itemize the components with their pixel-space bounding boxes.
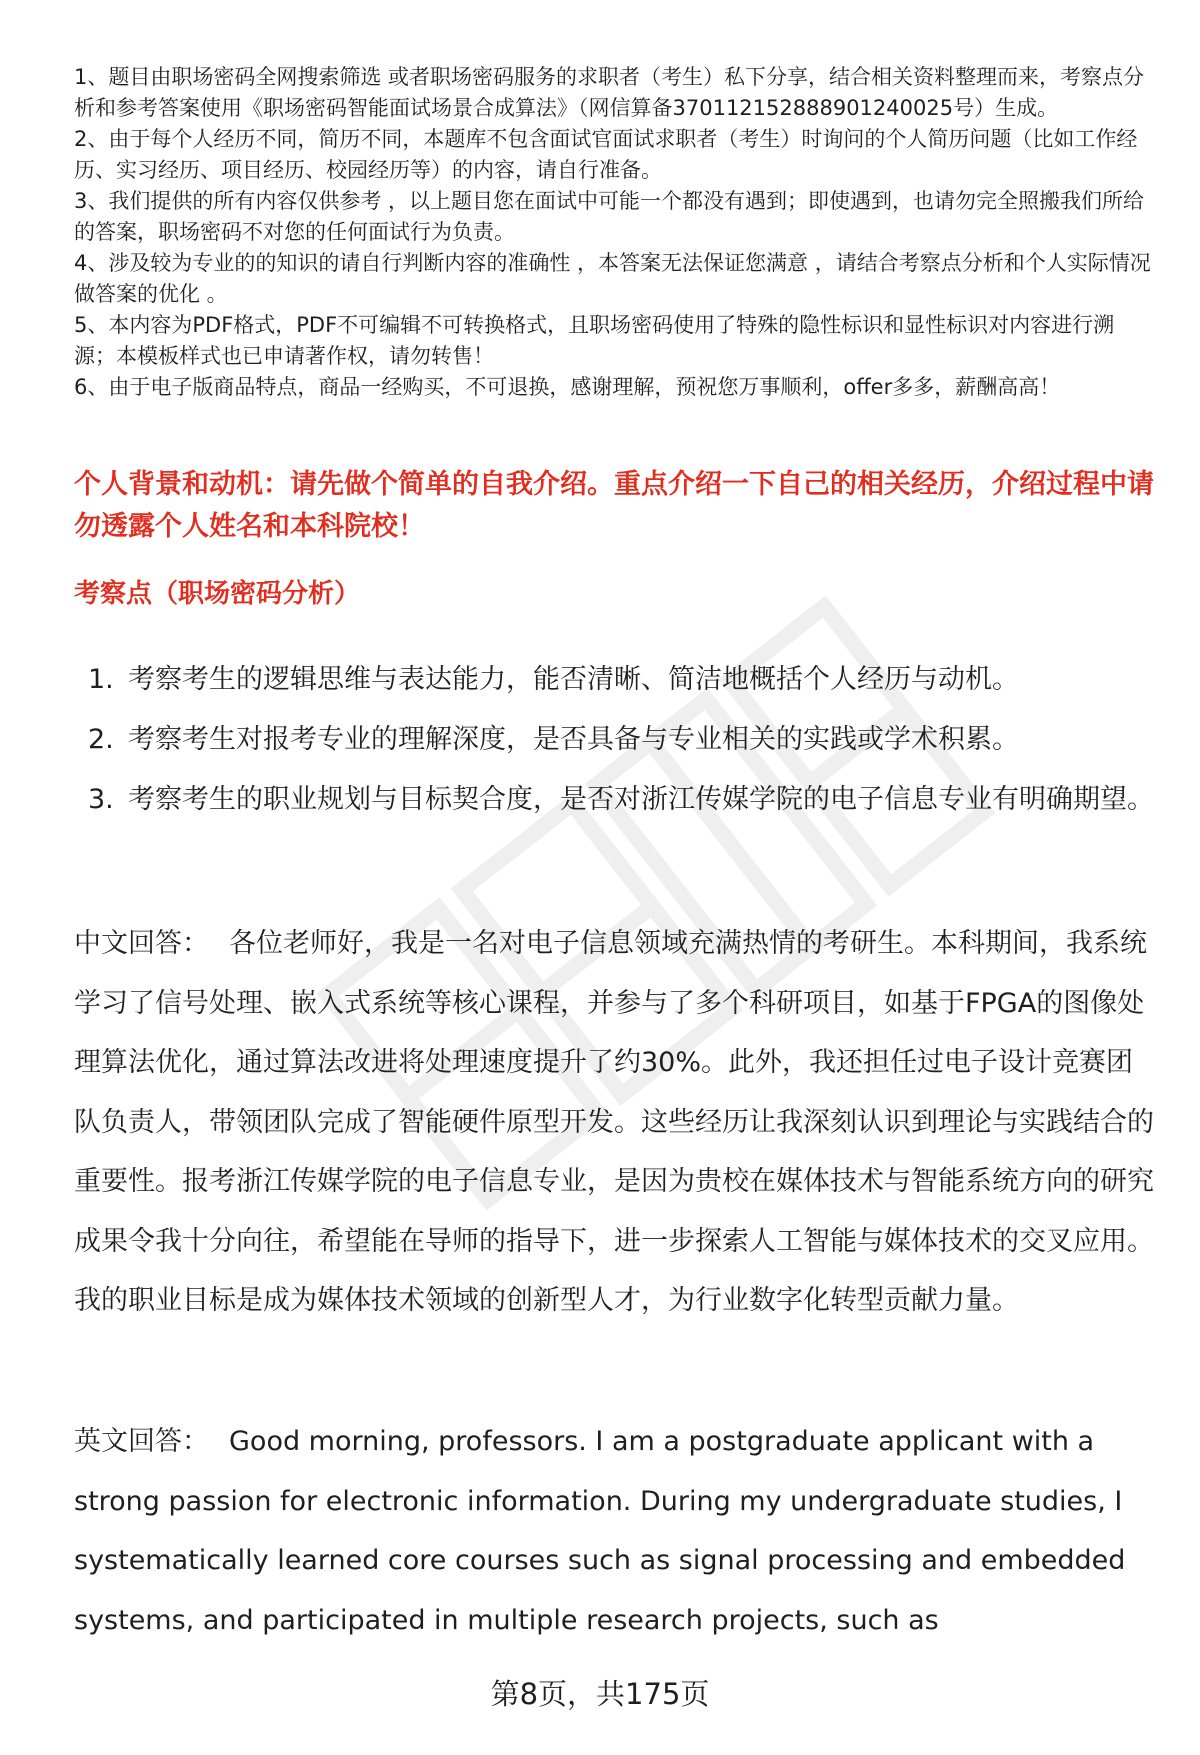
chinese-answer-text: 各位老师好，我是一名对电子信息领域充满热情的考研生。本科期间，我系统学习了信号处理、嵌入式系统等核心课程，并参与了多个科研项目，如基于FPGA的图像处理算法优化，通过算法改进将处理速度提升了约30%。此外，我还担任过电子设计竞赛团队负责人，带领团队完成了智能硬件原型开发。这些经历让我深刻认识到理论与实践结合的重要性。报考浙江传媒学院的电子信息专业，是因为贵校在媒体技术与智能系统方向的研究成果令我十分向往，希望能在导师的指导下，进一步探索人工智能与媒体技术的交叉应用。我的职业目标是成为媒体技术领域的创新型人才，为行业数字化转型贡献力量。	[74, 928, 1154, 1316]
analysis-heading: 考察点（职场密码分析）	[74, 579, 361, 609]
english-answer-text: Good morning, professors. I am a postgraduate applicant with a strong passion for electronic information. During my undergraduate studies, I systematically learned core courses such as signal processing and embedded systems, and participated in multiple research projects, such as	[74, 1426, 1126, 1636]
list-item-number: 2.	[88, 724, 114, 755]
list-item-number: 1.	[88, 664, 114, 695]
list-item	[74, 770, 1154, 830]
chinese-answer	[74, 914, 1154, 1331]
disclaimer-note: 5、本内容为PDF格式，PDF不可编辑不可转换格式，且职场密码使用了特殊的隐性标识和显性标识对内容进行溯源；本模板样式也已申请著作权，请勿转售！	[74, 313, 1115, 368]
list-item	[74, 650, 1154, 710]
english-answer-label: 英文回答：	[74, 1426, 209, 1457]
disclaimer-note: 3、我们提供的所有内容仅供参考 ，以上题目您在面试中可能一个都没有遇到；即使遇到，也请勿完全照搬我们所给的答案，职场密码不对您的任何面试行为负责。	[74, 189, 1145, 244]
list-item-text: 考察考生的职业规划与目标契合度，是否对浙江传媒学院的电子信息专业有明确期望。	[128, 784, 1154, 815]
chinese-answer-label: 中文回答：	[74, 928, 209, 959]
list-item-number: 3.	[88, 784, 114, 815]
interview-question: 个人背景和动机：请先做个简单的自我介绍。重点介绍一下自己的相关经历，介绍过程中请勿透露个人姓名和本科院校！	[74, 469, 1154, 542]
analysis-points	[74, 650, 1154, 830]
list-item	[74, 710, 1154, 770]
disclaimer-note: 2、由于每个人经历不同，简历不同，本题库不包含面试官面试求职者（考生）时询问的个人简历问题（比如工作经历、实习经历、项目经历、校园经历等）的内容，请自行准备。	[74, 127, 1138, 182]
list-item-text: 考察考生对报考专业的理解深度，是否具备与专业相关的实践或学术积累。	[128, 724, 1019, 755]
page-number: 第8页，共175页	[490, 1677, 710, 1711]
disclaimer-note: 1、题目由职场密码全网搜索筛选 或者职场密码服务的求职者（考生）私下分享，结合相关资料整理而来，考察点分析和参考答案使用《职场密码智能面试场景合成算法》（网信算备370112152888901240025号）生成。	[74, 65, 1145, 120]
english-answer	[74, 1412, 1154, 1650]
list-item-text: 考察考生的逻辑思维与表达能力，能否清晰、简洁地概括个人经历与动机。	[128, 664, 1019, 695]
disclaimer-notes	[74, 62, 1154, 403]
disclaimer-note: 4、涉及较为专业的的知识的请自行判断内容的准确性 ，本答案无法保证您满意 ，请结合考察点分析和个人实际情况做答案的优化 。	[74, 251, 1151, 306]
disclaimer-note: 6、由于电子版商品特点，商品一经购买，不可退换，感谢理解，预祝您万事顺利，offer多多，薪酬高高！	[74, 375, 1061, 399]
